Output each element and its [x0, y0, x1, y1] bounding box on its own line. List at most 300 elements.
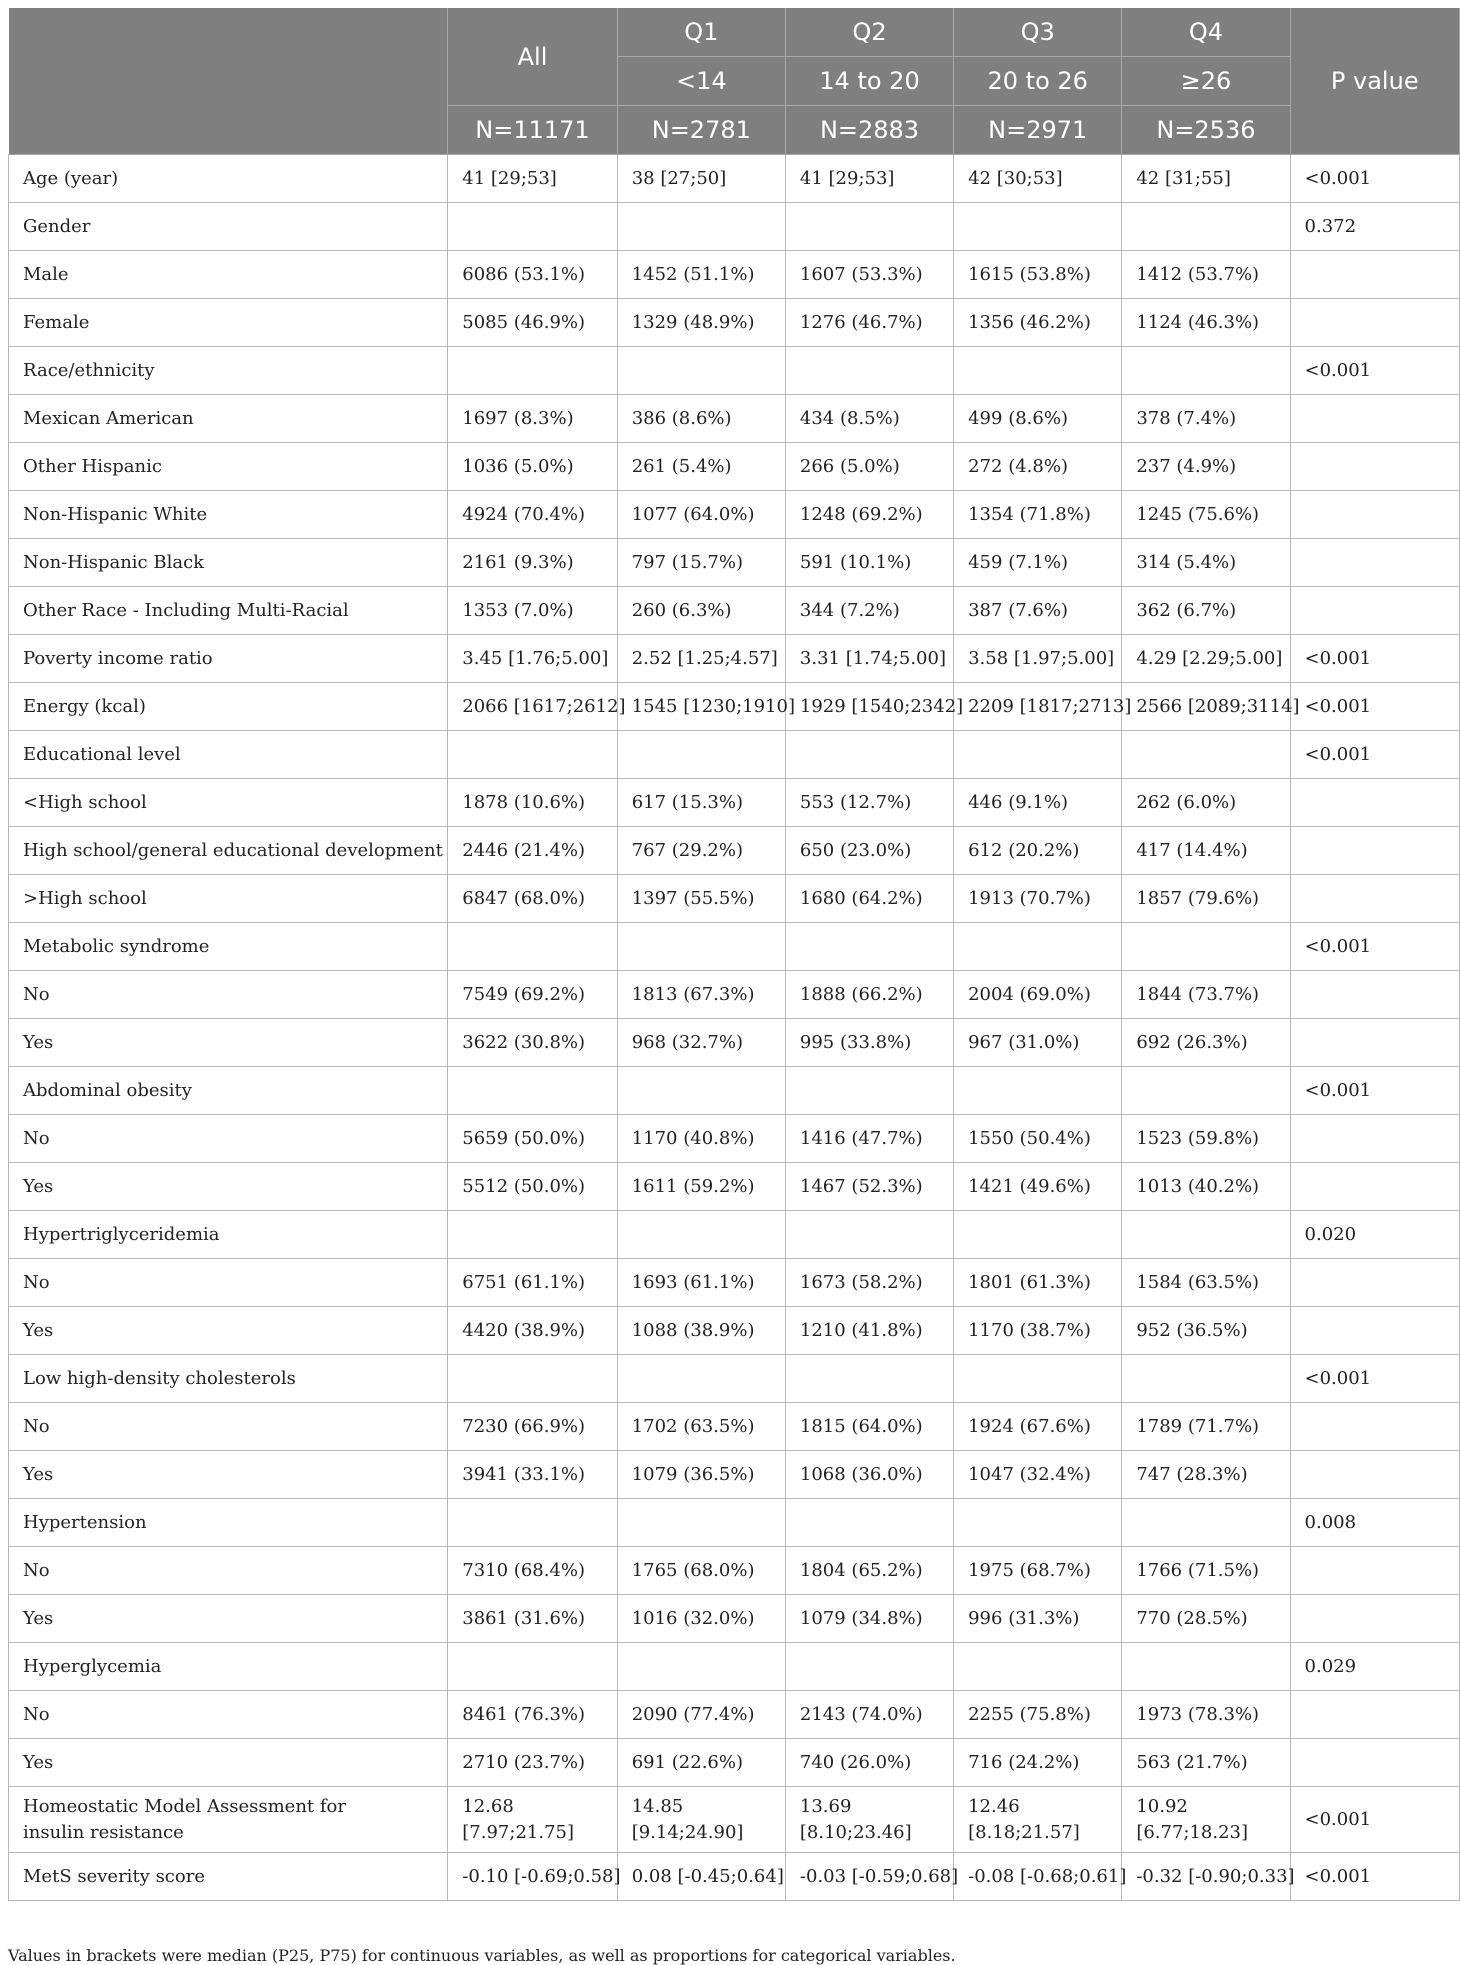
cell-all: 7230 (66.9%)	[448, 1403, 617, 1451]
cell-q4: 770 (28.5%)	[1122, 1595, 1290, 1643]
header-q1-range: <14	[617, 57, 785, 106]
cell-all	[448, 1499, 617, 1547]
cell-all: 6847 (68.0%)	[448, 875, 617, 923]
table-row	[9, 1355, 1460, 1403]
table-row	[9, 203, 1460, 251]
cell-all: 5085 (46.9%)	[448, 299, 617, 347]
cell-q3: 2004 (69.0%)	[954, 971, 1122, 1019]
cell-label: Low high-density cholesterols	[9, 1355, 448, 1403]
cell-q4: 362 (6.7%)	[1122, 587, 1290, 635]
table-row	[9, 1787, 1460, 1853]
cell-p: 0.029	[1290, 1643, 1459, 1691]
cell-p: <0.001	[1290, 1355, 1459, 1403]
cell-q4: 42 [31;55]	[1122, 155, 1290, 203]
header-q4-n: N=2536	[1122, 106, 1290, 155]
cell-line: 10.92	[1136, 1795, 1188, 1817]
cell-p	[1290, 971, 1459, 1019]
cell-p	[1290, 491, 1459, 539]
cell-q4	[1122, 1067, 1290, 1115]
cell-p: 0.008	[1290, 1499, 1459, 1547]
cell-q1: 617 (15.3%)	[617, 779, 785, 827]
cell-label: Race/ethnicity	[9, 347, 448, 395]
cell-p	[1290, 875, 1459, 923]
cell-q3: 2209 [1817;2713]	[954, 683, 1122, 731]
cell-all	[448, 1355, 617, 1403]
cell-q3: 612 (20.2%)	[954, 827, 1122, 875]
cell-q4: 378 (7.4%)	[1122, 395, 1290, 443]
cell-p	[1290, 1259, 1459, 1307]
cell-q2: 266 (5.0%)	[785, 443, 953, 491]
cell-line: 13.69	[799, 1795, 852, 1817]
table-row	[9, 635, 1460, 683]
cell-q4: 563 (21.7%)	[1122, 1739, 1290, 1787]
cell-q2: 1416 (47.7%)	[785, 1115, 953, 1163]
cell-q1: 1397 (55.5%)	[617, 875, 785, 923]
cell-line: [6.77;18.23]	[1136, 1821, 1249, 1843]
table-row	[9, 1163, 1460, 1211]
cell-p	[1290, 1547, 1459, 1595]
cell-q2: 1467 (52.3%)	[785, 1163, 953, 1211]
cell-line: [7.97;21.75]	[462, 1821, 574, 1843]
table-row	[9, 299, 1460, 347]
cell-label: No	[9, 1115, 448, 1163]
cell-label: Other Hispanic	[9, 443, 448, 491]
cell-q1: 1452 (51.1%)	[617, 251, 785, 299]
table-row	[9, 1067, 1460, 1115]
table-row	[9, 1403, 1460, 1451]
cell-label: Educational level	[9, 731, 448, 779]
cell-q2	[785, 731, 953, 779]
header-q4: Q4	[1122, 8, 1290, 57]
cell-q2: 344 (7.2%)	[785, 587, 953, 635]
cell-label: Gender	[9, 203, 448, 251]
cell-label: No	[9, 1259, 448, 1307]
cell-q3: 499 (8.6%)	[954, 395, 1122, 443]
cell-p	[1290, 539, 1459, 587]
cell-label: Energy (kcal)	[9, 683, 448, 731]
cell-all: 7310 (68.4%)	[448, 1547, 617, 1595]
cell-q3: 1170 (38.7%)	[954, 1307, 1122, 1355]
table-row	[9, 1643, 1460, 1691]
cell-q4: 1766 (71.5%)	[1122, 1547, 1290, 1595]
cell-all	[448, 1643, 617, 1691]
cell-q3: 1047 (32.4%)	[954, 1451, 1122, 1499]
cell-q3	[954, 1355, 1122, 1403]
cell-q1: 1693 (61.1%)	[617, 1259, 785, 1307]
cell-q1: 1611 (59.2%)	[617, 1163, 785, 1211]
cell-q4: -0.32 [-0.90;0.33]	[1122, 1853, 1290, 1901]
cell-q3: 1354 (71.8%)	[954, 491, 1122, 539]
cell-label: Non-Hispanic Black	[9, 539, 448, 587]
cell-p	[1290, 251, 1459, 299]
cell-all	[448, 1067, 617, 1115]
cell-all: 5659 (50.0%)	[448, 1115, 617, 1163]
cell-q1: 1545 [1230;1910]	[617, 683, 785, 731]
cell-all	[448, 1787, 617, 1853]
cell-p: <0.001	[1290, 347, 1459, 395]
table-row	[9, 539, 1460, 587]
cell-q3: 1913 (70.7%)	[954, 875, 1122, 923]
cell-q3	[954, 1067, 1122, 1115]
cell-label: Non-Hispanic White	[9, 491, 448, 539]
cell-all: 1353 (7.0%)	[448, 587, 617, 635]
cell-q4: 237 (4.9%)	[1122, 443, 1290, 491]
table-row	[9, 155, 1460, 203]
cell-q1: 797 (15.7%)	[617, 539, 785, 587]
cell-q4: 1245 (75.6%)	[1122, 491, 1290, 539]
table-row	[9, 731, 1460, 779]
cell-q3: 1924 (67.6%)	[954, 1403, 1122, 1451]
cell-q2: 2143 (74.0%)	[785, 1691, 953, 1739]
cell-label: Hypertriglyceridemia	[9, 1211, 448, 1259]
header-q2: Q2	[785, 8, 953, 57]
cell-q3	[954, 347, 1122, 395]
cell-all: 1036 (5.0%)	[448, 443, 617, 491]
cell-q4: 1124 (46.3%)	[1122, 299, 1290, 347]
cell-q4: 1789 (71.7%)	[1122, 1403, 1290, 1451]
cell-q1: 38 [27;50]	[617, 155, 785, 203]
cell-q2: 434 (8.5%)	[785, 395, 953, 443]
cell-all: 2446 (21.4%)	[448, 827, 617, 875]
cell-q4: 1973 (78.3%)	[1122, 1691, 1290, 1739]
cell-q3: 996 (31.3%)	[954, 1595, 1122, 1643]
cell-q3: 1801 (61.3%)	[954, 1259, 1122, 1307]
cell-q3: 1421 (49.6%)	[954, 1163, 1122, 1211]
cell-q4	[1122, 1499, 1290, 1547]
cell-all: 2710 (23.7%)	[448, 1739, 617, 1787]
cell-p	[1290, 1163, 1459, 1211]
table-row	[9, 251, 1460, 299]
cell-all	[448, 923, 617, 971]
cell-q2	[785, 1643, 953, 1691]
cell-q1: 261 (5.4%)	[617, 443, 785, 491]
cell-q3: -0.08 [-0.68;0.61]	[954, 1853, 1122, 1901]
cell-q4	[1122, 1211, 1290, 1259]
table-row	[9, 443, 1460, 491]
cell-q3: 446 (9.1%)	[954, 779, 1122, 827]
table-row	[9, 1499, 1460, 1547]
cell-q2	[785, 203, 953, 251]
cell-p	[1290, 779, 1459, 827]
cell-label: MetS severity score	[9, 1853, 448, 1901]
table-header	[9, 8, 1460, 155]
cell-q1: 691 (22.6%)	[617, 1739, 785, 1787]
cell-q1: 968 (32.7%)	[617, 1019, 785, 1067]
table-body	[9, 155, 1460, 1901]
cell-label: No	[9, 1403, 448, 1451]
cell-q3: 42 [30;53]	[954, 155, 1122, 203]
cell-all: 1878 (10.6%)	[448, 779, 617, 827]
cell-p	[1290, 1739, 1459, 1787]
cell-all: 7549 (69.2%)	[448, 971, 617, 1019]
cell-q4: 1844 (73.7%)	[1122, 971, 1290, 1019]
header-q3: Q3	[954, 8, 1122, 57]
cell-q3: 1615 (53.8%)	[954, 251, 1122, 299]
cell-p	[1290, 395, 1459, 443]
cell-q3: 2255 (75.8%)	[954, 1691, 1122, 1739]
header-all-n: N=11171	[448, 106, 617, 155]
table-row	[9, 1595, 1460, 1643]
cell-p: <0.001	[1290, 1067, 1459, 1115]
cell-line: Homeostatic Model Assessment for	[23, 1795, 346, 1817]
cell-q4	[1122, 1643, 1290, 1691]
cell-p	[1290, 587, 1459, 635]
cell-label: Poverty income ratio	[9, 635, 448, 683]
cell-q1	[617, 347, 785, 395]
cell-q1	[617, 203, 785, 251]
cell-all: 3861 (31.6%)	[448, 1595, 617, 1643]
cell-all	[448, 347, 617, 395]
cell-label: No	[9, 1547, 448, 1595]
table-row	[9, 923, 1460, 971]
cell-q3: 3.58 [1.97;5.00]	[954, 635, 1122, 683]
cell-all	[448, 1211, 617, 1259]
cell-label: Yes	[9, 1739, 448, 1787]
cell-q1	[617, 1067, 785, 1115]
cell-q3: 716 (24.2%)	[954, 1739, 1122, 1787]
cell-q4: 262 (6.0%)	[1122, 779, 1290, 827]
cell-q1: 2090 (77.4%)	[617, 1691, 785, 1739]
cell-q4	[1122, 347, 1290, 395]
cell-p: <0.001	[1290, 683, 1459, 731]
table-row	[9, 875, 1460, 923]
cell-label: Yes	[9, 1163, 448, 1211]
cell-p	[1290, 1403, 1459, 1451]
table-row	[9, 347, 1460, 395]
cell-q2: 3.31 [1.74;5.00]	[785, 635, 953, 683]
cell-q4: 952 (36.5%)	[1122, 1307, 1290, 1355]
cell-p	[1290, 443, 1459, 491]
cell-q4: 314 (5.4%)	[1122, 539, 1290, 587]
cell-p: <0.001	[1290, 923, 1459, 971]
cell-q4	[1122, 923, 1290, 971]
cell-label: Yes	[9, 1595, 448, 1643]
cell-q1: 1765 (68.0%)	[617, 1547, 785, 1595]
cell-all	[448, 731, 617, 779]
cell-line: [8.10;23.46]	[799, 1821, 912, 1843]
cell-p: <0.001	[1290, 635, 1459, 683]
cell-q2: 1276 (46.7%)	[785, 299, 953, 347]
cell-q4: 1584 (63.5%)	[1122, 1259, 1290, 1307]
table-row	[9, 1739, 1460, 1787]
cell-q1	[617, 1787, 785, 1853]
cell-q2	[785, 1787, 953, 1853]
cell-q3	[954, 203, 1122, 251]
cell-q2: 1815 (64.0%)	[785, 1403, 953, 1451]
cell-q1	[617, 1355, 785, 1403]
cell-q2: 591 (10.1%)	[785, 539, 953, 587]
cell-q4	[1122, 1787, 1290, 1853]
cell-label: Age (year)	[9, 155, 448, 203]
cell-all: -0.10 [-0.69;0.58]	[448, 1853, 617, 1901]
table-row	[9, 1115, 1460, 1163]
cell-all: 3941 (33.1%)	[448, 1451, 617, 1499]
cell-label: Hyperglycemia	[9, 1643, 448, 1691]
cell-label: Male	[9, 251, 448, 299]
cell-q3	[954, 1787, 1122, 1853]
cell-p: 0.372	[1290, 203, 1459, 251]
cell-p: <0.001	[1290, 731, 1459, 779]
table-row	[9, 827, 1460, 875]
cell-q4: 2566 [2089;3114]	[1122, 683, 1290, 731]
header-q3-range: 20 to 26	[954, 57, 1122, 106]
table-row	[9, 1691, 1460, 1739]
header-all: All	[448, 8, 617, 106]
header-q4-range: ≥26	[1122, 57, 1290, 106]
cell-q2	[785, 1211, 953, 1259]
cell-label: No	[9, 1691, 448, 1739]
cell-q2	[785, 1499, 953, 1547]
cell-p	[1290, 1307, 1459, 1355]
cell-q2	[785, 1067, 953, 1115]
cell-q3: 1356 (46.2%)	[954, 299, 1122, 347]
table-row	[9, 779, 1460, 827]
table-row	[9, 1451, 1460, 1499]
cell-q1: 1077 (64.0%)	[617, 491, 785, 539]
header-p-value: P value	[1290, 8, 1459, 155]
cell-p	[1290, 827, 1459, 875]
cell-all: 4924 (70.4%)	[448, 491, 617, 539]
cell-q2	[785, 923, 953, 971]
header-q1: Q1	[617, 8, 785, 57]
cell-line: 12.68	[462, 1795, 514, 1817]
header-q2-n: N=2883	[785, 106, 953, 155]
cell-line: 12.46	[968, 1795, 1020, 1817]
table-row	[9, 1019, 1460, 1067]
cell-all: 4420 (38.9%)	[448, 1307, 617, 1355]
cell-q1: 767 (29.2%)	[617, 827, 785, 875]
cell-q3: 459 (7.1%)	[954, 539, 1122, 587]
cell-p: <0.001	[1290, 155, 1459, 203]
cell-q4: 1412 (53.7%)	[1122, 251, 1290, 299]
cell-p	[1290, 1115, 1459, 1163]
cell-q1	[617, 1499, 785, 1547]
cell-label: No	[9, 971, 448, 1019]
cell-p	[1290, 1691, 1459, 1739]
cell-q4	[1122, 731, 1290, 779]
cell-q2: 1248 (69.2%)	[785, 491, 953, 539]
cell-q2: 995 (33.8%)	[785, 1019, 953, 1067]
table-footnote: Values in brackets were median (P25, P75) for continuous variables, as well as proportions for categorical variables.	[8, 1946, 956, 1965]
cell-q4: 1857 (79.6%)	[1122, 875, 1290, 923]
table-row	[9, 1211, 1460, 1259]
table-row	[9, 971, 1460, 1019]
cell-p: <0.001	[1290, 1787, 1459, 1853]
cell-p	[1290, 1019, 1459, 1067]
cell-q4	[1122, 1355, 1290, 1403]
cell-label	[9, 1787, 448, 1853]
cell-p	[1290, 1595, 1459, 1643]
cell-q2: 1929 [1540;2342]	[785, 683, 953, 731]
cell-p	[1290, 1451, 1459, 1499]
cell-label: Yes	[9, 1307, 448, 1355]
table-row	[9, 1547, 1460, 1595]
cell-q3	[954, 1499, 1122, 1547]
cell-label: Hypertension	[9, 1499, 448, 1547]
cell-q2: 1210 (41.8%)	[785, 1307, 953, 1355]
cell-q2: 553 (12.7%)	[785, 779, 953, 827]
cell-q2: 1680 (64.2%)	[785, 875, 953, 923]
cell-q2: 650 (23.0%)	[785, 827, 953, 875]
table-row	[9, 395, 1460, 443]
cell-q4: 1523 (59.8%)	[1122, 1115, 1290, 1163]
cell-q3: 1550 (50.4%)	[954, 1115, 1122, 1163]
cell-q1: 1079 (36.5%)	[617, 1451, 785, 1499]
table-row	[9, 683, 1460, 731]
cell-q3: 1975 (68.7%)	[954, 1547, 1122, 1595]
header-q1-n: N=2781	[617, 106, 785, 155]
cell-q2: 41 [29;53]	[785, 155, 953, 203]
cell-q4: 747 (28.3%)	[1122, 1451, 1290, 1499]
cell-q3	[954, 1211, 1122, 1259]
table-row	[9, 491, 1460, 539]
cell-all: 6086 (53.1%)	[448, 251, 617, 299]
cell-q1: 1813 (67.3%)	[617, 971, 785, 1019]
cell-q1: 1329 (48.9%)	[617, 299, 785, 347]
cell-q2: 1607 (53.3%)	[785, 251, 953, 299]
baseline-table-container	[8, 8, 1460, 1901]
table-row	[9, 1853, 1460, 1901]
header-q2-range: 14 to 20	[785, 57, 953, 106]
cell-label: Female	[9, 299, 448, 347]
cell-q1: 1016 (32.0%)	[617, 1595, 785, 1643]
cell-label: Mexican American	[9, 395, 448, 443]
cell-q2: 740 (26.0%)	[785, 1739, 953, 1787]
cell-q3	[954, 731, 1122, 779]
cell-q2: 1804 (65.2%)	[785, 1547, 953, 1595]
cell-line: insulin resistance	[23, 1821, 184, 1843]
cell-all: 3.45 [1.76;5.00]	[448, 635, 617, 683]
cell-q2: 1673 (58.2%)	[785, 1259, 953, 1307]
cell-q3: 272 (4.8%)	[954, 443, 1122, 491]
cell-q3	[954, 923, 1122, 971]
cell-all: 8461 (76.3%)	[448, 1691, 617, 1739]
cell-all: 1697 (8.3%)	[448, 395, 617, 443]
cell-q1: 1088 (38.9%)	[617, 1307, 785, 1355]
cell-q2	[785, 1355, 953, 1403]
cell-q3: 387 (7.6%)	[954, 587, 1122, 635]
table-row	[9, 587, 1460, 635]
cell-label: Yes	[9, 1019, 448, 1067]
cell-label: Metabolic syndrome	[9, 923, 448, 971]
cell-q4: 417 (14.4%)	[1122, 827, 1290, 875]
cell-q3: 967 (31.0%)	[954, 1019, 1122, 1067]
cell-q1: 1170 (40.8%)	[617, 1115, 785, 1163]
cell-q1: 2.52 [1.25;4.57]	[617, 635, 785, 683]
cell-q1: 1702 (63.5%)	[617, 1403, 785, 1451]
cell-q2: 1068 (36.0%)	[785, 1451, 953, 1499]
cell-q2	[785, 347, 953, 395]
cell-p: <0.001	[1290, 1853, 1459, 1901]
cell-q2: 1079 (34.8%)	[785, 1595, 953, 1643]
cell-all: 2161 (9.3%)	[448, 539, 617, 587]
cell-label: <High school	[9, 779, 448, 827]
cell-q1: 386 (8.6%)	[617, 395, 785, 443]
cell-all: 5512 (50.0%)	[448, 1163, 617, 1211]
cell-line: [9.14;24.90]	[631, 1821, 744, 1843]
cell-label: Abdominal obesity	[9, 1067, 448, 1115]
cell-q2: 1888 (66.2%)	[785, 971, 953, 1019]
cell-label: High school/general educational development	[9, 827, 448, 875]
cell-all: 6751 (61.1%)	[448, 1259, 617, 1307]
header-q3-n: N=2971	[954, 106, 1122, 155]
cell-label: Yes	[9, 1451, 448, 1499]
cell-line: 14.85	[631, 1795, 684, 1817]
cell-q2: -0.03 [-0.59;0.68]	[785, 1853, 953, 1901]
cell-all: 2066 [1617;2612]	[448, 683, 617, 731]
cell-q3	[954, 1643, 1122, 1691]
cell-q1	[617, 731, 785, 779]
